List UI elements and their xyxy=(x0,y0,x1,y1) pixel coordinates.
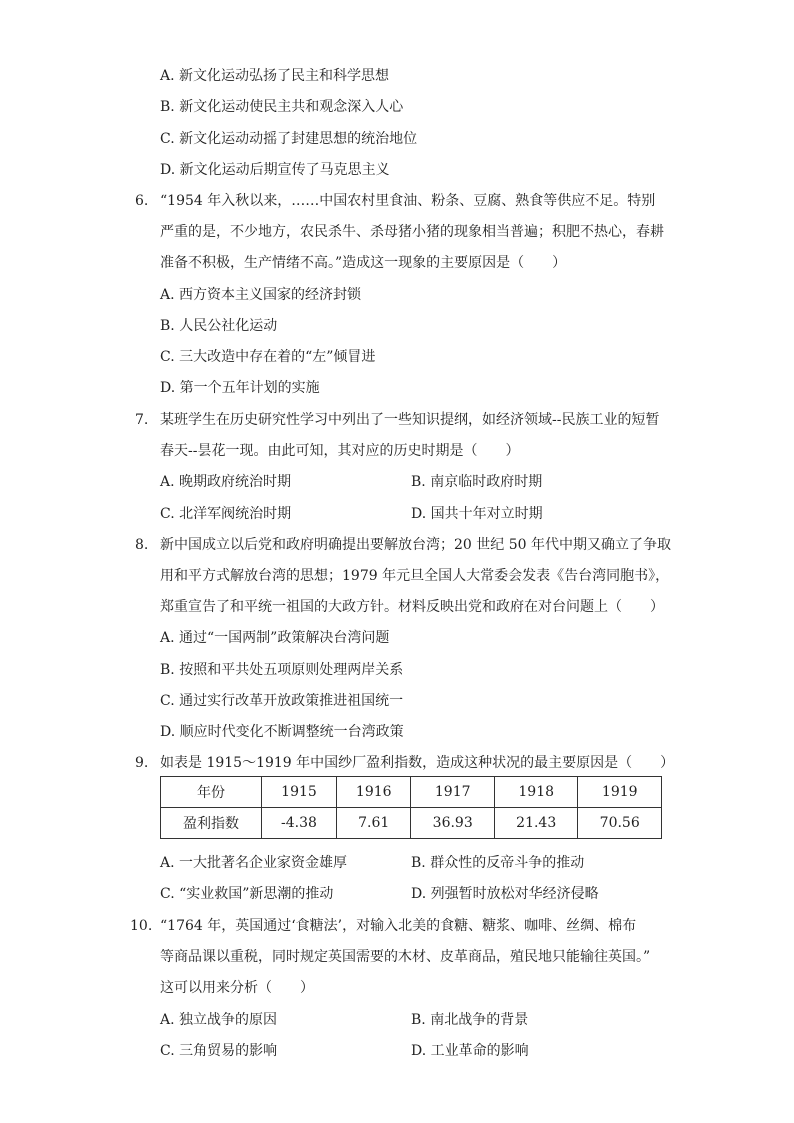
q9-option-d: D. 列强暂时放松对华经济侵略 xyxy=(411,886,599,902)
table-header-cell: 1915 xyxy=(262,777,337,808)
q5-option-c: C. 新文化运动动摇了封建思想的统治地位 xyxy=(160,131,418,147)
q8-stem-line: 郑重宣告了和平统一祖国的大政方针。材料反映出党和政府在对台问题上（ ） xyxy=(160,599,664,615)
table-cell: 21.43 xyxy=(494,808,578,839)
table-row xyxy=(161,777,662,808)
q8-number: 8. xyxy=(135,537,149,553)
q8-option-b: B. 按照和平共处五项原则处理两岸关系 xyxy=(160,662,404,678)
q7-option-c: C. 北洋军阀统治时期 xyxy=(160,506,292,522)
q9-option-a: A. 一大批著名企业家资金雄厚 xyxy=(160,855,348,871)
q6-option-d: D. 第一个五年计划的实施 xyxy=(160,380,320,396)
table-cell: 36.93 xyxy=(411,808,495,839)
q8-option-d: D. 顺应时代变化不断调整统一台湾政策 xyxy=(160,724,404,740)
table-cell: 盈利指数 xyxy=(161,808,262,839)
table-header-cell: 年份 xyxy=(161,777,262,808)
q10-option-b: B. 南北战争的背景 xyxy=(411,1012,529,1028)
q7-option-b: B. 南京临时政府时期 xyxy=(411,474,543,490)
q7-stem-line: 春天--昙花一现。由此可知，其对应的历史时期是（ ） xyxy=(160,443,520,459)
profit-index-table xyxy=(160,776,662,839)
q5-option-a: A. 新文化运动弘扬了民主和科学思想 xyxy=(160,68,390,84)
q10-stem-line: “1764 年，英国通过‘食糖法’，对输入北美的食糖、糖浆、咖啡、丝绸、棉布 xyxy=(160,918,637,934)
table-cell: -4.38 xyxy=(262,808,337,839)
q9-number: 9. xyxy=(135,755,149,771)
q8-stem-line: 新中国成立以后党和政府明确提出要解放台湾；20 世纪 50 年代中期又确立了争取 xyxy=(160,537,671,553)
q6-option-a: A. 西方资本主义国家的经济封锁 xyxy=(160,287,362,303)
table-cell: 7.61 xyxy=(337,808,411,839)
q7-stem-line: 某班学生在历史研究性学习中列出了一些知识提纲，如经济领域--民族工业的短暂 xyxy=(160,412,660,428)
table-cell: 70.56 xyxy=(578,808,662,839)
q7-option-d: D. 国共十年对立时期 xyxy=(411,506,543,522)
q6-number: 6. xyxy=(135,193,149,209)
q9-option-b: B. 群众性的反帝斗争的推动 xyxy=(411,855,585,871)
q5-option-d: D. 新文化运动后期宣传了马克思主义 xyxy=(160,162,390,178)
q10-stem-line: 这可以用来分析（ ） xyxy=(160,980,314,996)
table-header-cell: 1917 xyxy=(411,777,495,808)
q6-option-c: C. 三大改造中存在着的“左”倾冒进 xyxy=(160,349,376,365)
q8-stem-line: 用和平方式解放台湾的思想；1979 年元旦全国人大常委会发表《告台湾同胞书》， xyxy=(160,568,670,584)
q9-option-c: C. “实业救国”新思潮的推动 xyxy=(160,886,334,902)
table-header-cell: 1916 xyxy=(337,777,411,808)
table-header-cell: 1918 xyxy=(494,777,578,808)
q6-stem-line: 严重的是，不少地方，农民杀牛、杀母猪小猪的现象相当普遍；积肥不热心，春耕 xyxy=(160,224,664,240)
q6-option-b: B. 人民公社化运动 xyxy=(160,318,278,334)
q10-option-a: A. 独立战争的原因 xyxy=(160,1012,278,1028)
q6-stem-line: “1954 年入秋以来，……中国农村里食油、粉条、豆腐、熟食等供应不足。特别 xyxy=(160,193,656,209)
q10-stem-line: 等商品课以重税，同时规定英国需要的木材、皮革商品，殖民地只能输往英国。” xyxy=(160,949,651,965)
q7-number: 7. xyxy=(135,412,149,428)
table-row xyxy=(161,808,662,839)
q8-option-a: A. 通过“一国两制”政策解决台湾问题 xyxy=(160,630,390,646)
q10-option-d: D. 工业革命的影响 xyxy=(411,1043,529,1059)
q5-option-b: B. 新文化运动使民主共和观念深入人心 xyxy=(160,99,404,115)
q8-option-c: C. 通过实行改革开放政策推进祖国统一 xyxy=(160,693,404,709)
q10-option-c: C. 三角贸易的影响 xyxy=(160,1043,278,1059)
table-header-cell: 1919 xyxy=(578,777,662,808)
q9-stem-line: 如表是 1915～1919 年中国纱厂盈利指数，造成这种状况的最主要原因是（ ） xyxy=(160,755,675,771)
q7-option-a: A. 晚期政府统治时期 xyxy=(160,474,292,490)
q6-stem-line: 准备不积极，生产情绪不高。”造成这一现象的主要原因是（ ） xyxy=(160,255,567,271)
q10-number: 10. xyxy=(130,918,153,934)
